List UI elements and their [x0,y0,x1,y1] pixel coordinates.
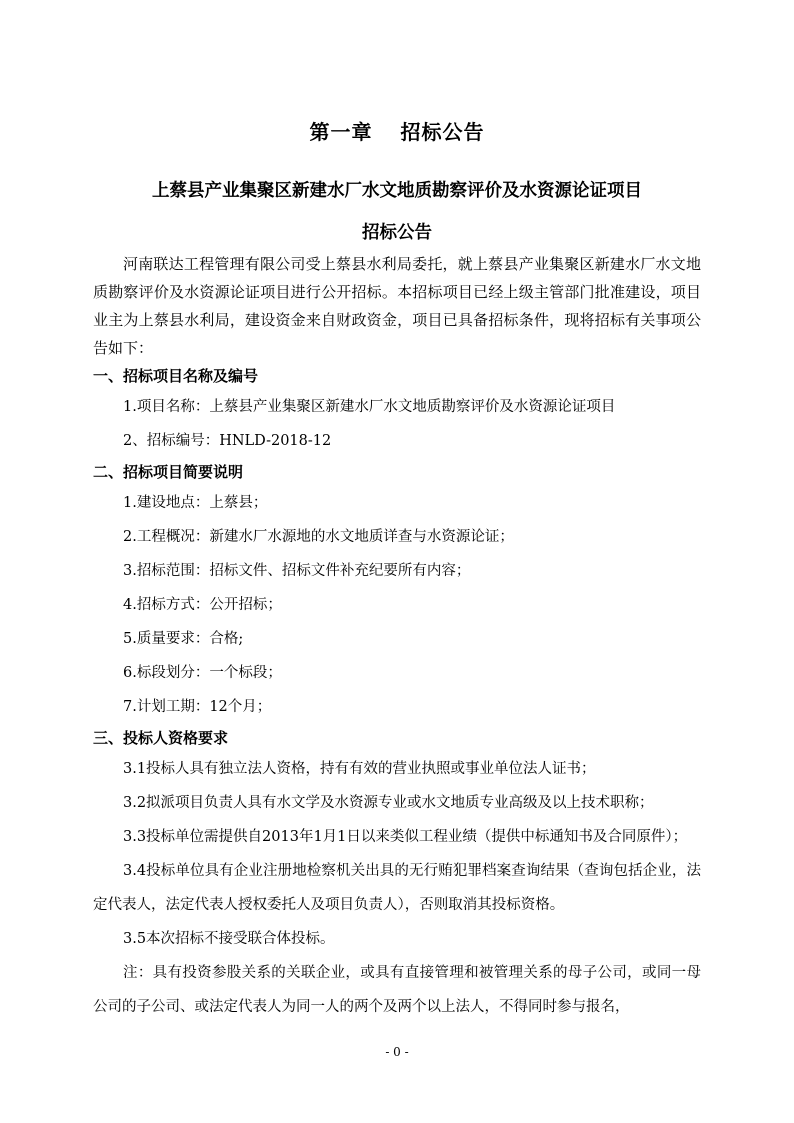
section-2-item-7: 7.计划工期：12个月； [123,699,272,715]
section-3-item-4: 3.4投标单位具有企业注册地检察机关出具的无行贿犯罪档案查询结果（查询包括企业，法定代表人，法定代表人授权委托人及项目负责人），否则取消其投标资格。 [93,863,701,913]
section-1-item-2: 2、招标编号：HNLD-2018-12 [123,433,332,449]
section-2-item-1: 1.建设地点：上蔡县； [123,495,268,511]
section-heading-3: 三、投标人资格要求 [93,729,229,747]
page-number: - 0 - [385,1045,409,1059]
chapter-number: 第一章 [309,120,373,144]
chapter-name: 招标公告 [400,120,485,144]
section-3-item-3: 3.3投标单位需提供自2013年1月1日以来类似工程业绩（提供中标通知书及合同原件）； [123,829,688,845]
project-title: 上蔡县产业集聚区新建水厂水文地质勘察评价及水资源论证项目 [152,181,642,201]
section-1-item-1: 1.项目名称：上蔡县产业集聚区新建水厂水文地质勘察评价及水资源论证项目 [123,399,616,415]
section-3-item-2: 3.2拟派项目负责人具有水文学及水资源专业或水文地质专业高级及以上技术职称； [123,795,654,811]
section-heading-2: 二、招标项目简要说明 [93,463,244,481]
intro-paragraph: 河南联达工程管理有限公司受上蔡县水利局委托，就上蔡县产业集聚区新建水厂水文地质勘察评价及水资源论证项目进行公开招标。本招标项目已经上级主管部门批准建设，项目业主为上蔡县水利局，建设资金来自财政资金，项目已具备招标条件，现将招标有关事项公告如下： [93,255,701,357]
note-paragraph: 注：具有投资参股关系的关联企业，或具有直接管理和被管理关系的母子公司，或同一母公司的子公司、或法定代表人为同一人的两个及两个以上法人，不得同时参与报名， [93,965,701,1015]
section-heading-1: 一、招标项目名称及编号 [93,367,259,385]
document-body [93,250,701,1024]
section-3-item-1: 3.1投标人具有独立法人资格，持有有效的营业执照或事业单位法人证书； [123,761,596,777]
section-2-item-6: 6.标段划分：一个标段； [123,665,282,681]
notice-title: 招标公告 [362,223,432,243]
section-2-item-2: 2.工程概况：新建水厂水源地的水文地质详查与水资源论证； [123,529,514,545]
chapter-title [0,116,794,145]
section-2-item-3: 3.招标范围：招标文件、招标文件补充纪要所有内容； [123,563,471,579]
section-2-item-4: 4.招标方式：公开招标； [123,597,282,613]
section-2-item-5: 5.质量要求：合格; [123,631,244,647]
section-3-item-5: 3.5本次招标不接受联合体投标。 [123,931,335,947]
